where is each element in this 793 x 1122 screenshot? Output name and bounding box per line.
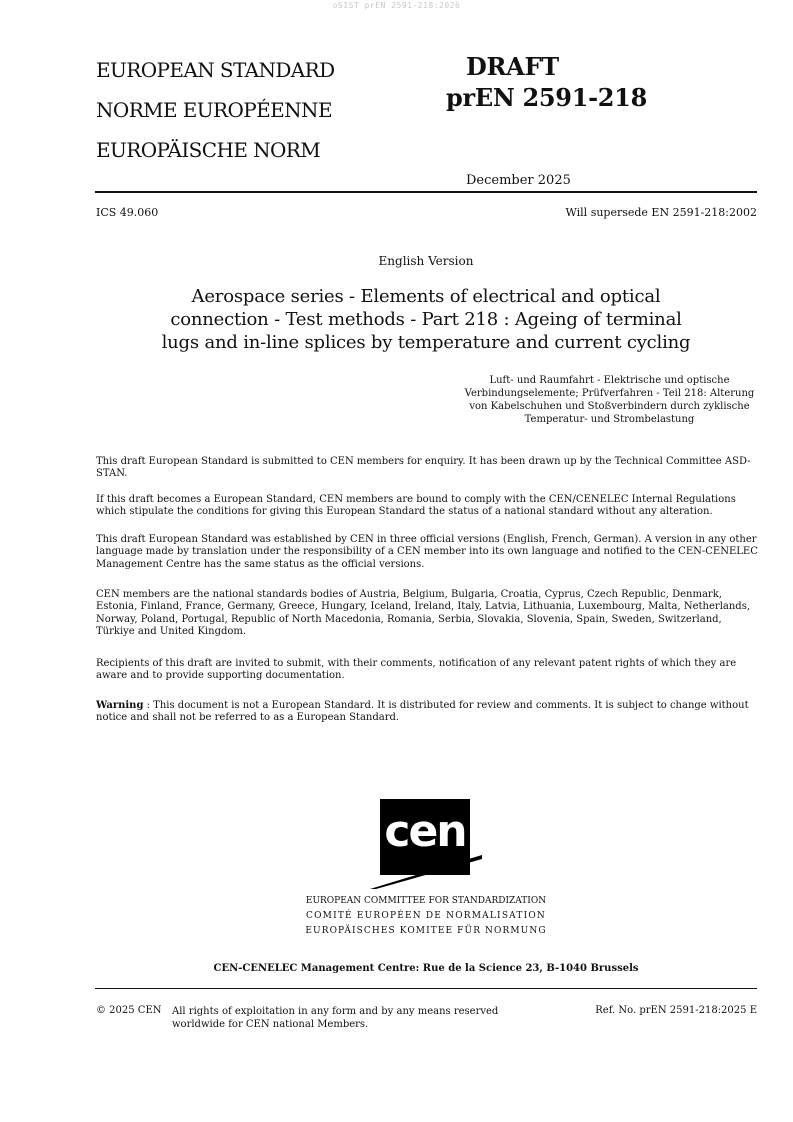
document-number: prEN 2591-218	[446, 83, 647, 112]
committee-name-de: EUROPÄISCHES KOMITEE FÜR NORMUNG	[305, 926, 547, 936]
body-paragraph: Recipients of this draft are invited to submit, with their comments, notification of any relevant patent rights of which they are aware and to provide supporting documentation.	[96, 658, 737, 682]
rights-line: worldwide for CEN national Members.	[172, 1019, 369, 1030]
standard-name-fr: NORME EUROPÉENNE	[96, 98, 332, 122]
warning-label: Warning	[96, 700, 144, 711]
body-paragraph: CEN members are the national standards bodies of Austria, Belgium, Bulgaria, Croatia, Cyprus, Czech Republic, Denmark, Estonia, Finland, France, Germany, Greece, Hungary, Iceland, Ireland, Italy, Latvia, Lithuania, Luxembourg, Malta, Netherlands, Norway, Poland, Portugal, Republic of North Macedonia, Romania, Serbia, Slovakia, Slovenia, Spain, Sweden, Switzerland, Türkiye and United Kingdom.	[96, 589, 751, 637]
rights-statement	[172, 1005, 498, 1031]
header-rule	[95, 191, 757, 193]
copyright: © 2025 CEN	[96, 1005, 162, 1016]
body-paragraph: This draft European Standard is submitted to CEN members for enquiry. It has been drawn up by the Technical Committee ASD-STAN.	[96, 456, 751, 480]
committee-name-fr: COMITÉ EUROPÉEN DE NORMALISATION	[305, 911, 547, 921]
rights-line: All rights of exploitation in any form and by any means reserved	[172, 1006, 499, 1017]
cen-logo-text: cen	[384, 806, 466, 857]
body-paragraph: This draft European Standard was established by CEN in three official versions (English, French, German). A version in any other language made by translation under the responsibility of a CEN member into its own language and notified to the CEN-CENELEC Management Centre has the same status as the official versions.	[96, 534, 758, 570]
document-title: Aerospace series - Elements of electrical and optical connection - Test methods - Part 218 : Ageing of terminal lugs and in-line splices by temperature and current cycling	[161, 286, 691, 353]
cen-logo	[370, 799, 482, 889]
footer-rule	[95, 988, 757, 989]
management-centre: CEN-CENELEC Management Centre: Rue de la Science 23, B-1040 Brussels	[213, 963, 639, 974]
watermark: oSIST prEN 2591-218:2026	[332, 1, 461, 10]
german-title: Luft- und Raumfahrt - Elektrische und optische Verbindungselemente; Prüfverfahren - Teil 218: Alterung von Kabelschuhen und Stoßverbindern durch zyklische Temperatur- und Strombelastung	[464, 375, 755, 425]
document-date: December 2025	[466, 173, 571, 188]
body-paragraph: If this draft becomes a European Standard, CEN members are bound to comply with the CEN/CENELEC Internal Regulations which stipulate the conditions for giving this European Standard the status of a national standard without any alteration.	[96, 494, 736, 518]
supersede-note: Will supersede EN 2591-218:2002	[565, 206, 757, 219]
reference-number: Ref. No. prEN 2591-218:2025 E	[595, 1005, 757, 1016]
ics-code: ICS 49.060	[96, 206, 159, 219]
standard-name-en: EUROPEAN STANDARD	[96, 58, 335, 82]
standard-name-de: EUROPÄISCHE NORM	[96, 138, 321, 162]
draft-label: DRAFT	[466, 52, 559, 81]
warning-paragraph	[96, 700, 758, 725]
warning-text: : This document is not a European Standard. It is distributed for review and comments. It is subject to change without notice and shall not be referred to as a European Standard.	[96, 700, 749, 724]
committee-name-en: EUROPEAN COMMITTEE FOR STANDARDIZATION	[305, 896, 547, 906]
language-version: English Version	[378, 254, 474, 268]
